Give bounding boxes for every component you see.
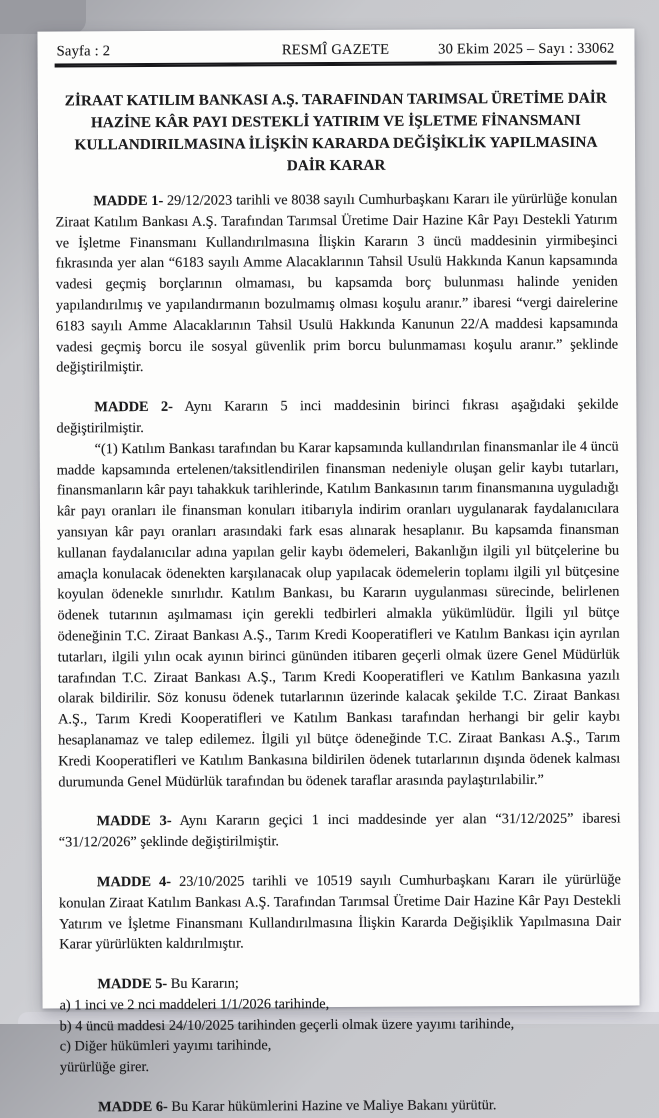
- article-6-label: MADDE 6-: [98, 1098, 168, 1116]
- gazette-page: [37, 28, 639, 1116]
- article-5-text: Bu Kararın;: [170, 975, 239, 992]
- article-6-text: Bu Karar hükümlerini Hazine ve Maliye Bakanı yürütür.: [171, 1097, 497, 1115]
- masthead-rule: [55, 61, 617, 68]
- decree-body: [55, 189, 622, 1118]
- article-2-label: MADDE 2-: [94, 399, 173, 416]
- article-3: [59, 809, 621, 854]
- article-2-quote: “(1) Katılım Bankası tarafından bu Karar kapsamında kullandırılan finansmanlar ile 4 üncü madde kapsamında ertelenen/taksitlendirilen finansman nedeniyle oluşan gelir kaybı tutarları, finansmanların kâr payı tahakkuk tarihlerinde, Katılım Bankasının tarım finansmanına uyguladığı kâr payı oranları ile finansman konuları itibarıyla indirim oranları uygulanarak faydalanıcılara yansıyan kâr payı oranları arasındaki fark esas alınarak hesaplanır. Bu kapsamda finansman kullanan faydalanıcılar adına yapılan gelir kaybı ödemeleri, Bakanlığın ilgili yıl bütçelerine bu amaçla konulacak ödenekten karşılanacak olup yapılacak ödemelerin toplamı ilgili yıl bütçesine koyulan ödenekle sınırlıdır. Katılım Bankası, bu Kararın uygulanması sürecinde, belirlenen ödenek tutarının aşılmaması için gerekli tedbirleri almakla yükümlüdür. İlgili yıl bütçe ödeneğinin T.C. Ziraat Bankası A.Ş., Tarım Kredi Kooperatifleri ve Katılım Bankası için ayrılan tutarları, ilgili yılın ocak ayının birinci gününden itibaren geçerli olmak üzere Genel Müdürlük tarafından T.C. Ziraat Bankası A.Ş., Tarım Kredi Kooperatifleri ve Katılım Bankasına yazılı olarak bildirilir. Söz konusu ödenek tutarlarının üzerinde kalacak şekilde T.C. Ziraat Bankası A.Ş., Tarım Kredi Kooperatifleri ve Katılım Bankası tarafından herhangi bir gelir kaybı hesaplanamaz ve talep edilemez. İlgili yıl bütçe ödeneğinde T.C. Ziraat Bankası A.Ş., Tarım Kredi Kooperatifleri ve Katılım Bankasına bildirilen ödenek tutarlarının dışında ödenek kalması durumunda Genel Müdürlük tarafından bu ödenek taraflar arasında paylaştırılabilir.”: [56, 438, 621, 790]
- masthead: [55, 41, 617, 61]
- article-1-paragraph: [55, 189, 618, 379]
- article-5-item-b: b) 4 üncü maddesi 24/10/2025 tarihinden geçerli olmak üzere yayımı tarihinde,: [59, 1015, 515, 1035]
- article-5-item-a: a) 1 inci ve 2 nci maddeleri 1/1/2026 tarihinde,: [59, 995, 330, 1014]
- article-4-label: MADDE 4-: [96, 873, 172, 891]
- article-5: [59, 972, 622, 1079]
- article-5-closing: yürürlüğe girer.: [59, 1059, 150, 1076]
- article-5-lead: [59, 972, 621, 996]
- article-6: [60, 1095, 622, 1118]
- article-4-paragraph: [59, 869, 621, 955]
- article-4: [59, 869, 621, 955]
- gazette-name: RESMÎ GAZETE: [281, 41, 390, 59]
- decree-title: ZİRAAT KATILIM BANKASI A.Ş. TARAFINDAN TARIMSAL ÜRETİME DAİR HAZİNE KÂR PAYI DESTEKLİ YATIRIM VE İŞLETME FİNANSMANI KULLANDIRILMASINA İLİŞKİN KARARDA DEĞİŞİKLİK YAPILMASINA DAİR KARAR: [64, 90, 607, 175]
- article-1: [55, 189, 618, 379]
- scan-corner-shade: [0, 0, 86, 34]
- issue-date-number: 30 Ekim 2025 – Sayı : 33062: [438, 40, 615, 58]
- article-5-item-c: c) Diğer hükümleri yayımı tarihinde,: [59, 1037, 272, 1055]
- article-1-label: MADDE 1-: [93, 192, 164, 210]
- article-4-text: 23/10/2025 tarihli ve 10519 sayılı Cumhurbaşkanı Kararı ile yürürlüğe konulan Ziraat Katılım Bankası A.Ş. Tarafından Tarımsal Üretime Dair Hazine Kâr Payı Destekli Yatırım ve İşletme Finansmanı Kullandırılmasına İlişkin Kararda Değişiklik Yapılmasına Dair Karar yürürlükten kaldırılmıştır.: [58, 871, 622, 953]
- page-number: Sayfa : 2: [56, 43, 111, 60]
- article-3-label: MADDE 3-: [96, 813, 172, 830]
- article-2-text: Aynı Kararın 5 inci maddesinin birinci fıkrası aşağıdaki şekilde değiştirilmiştir.: [56, 396, 619, 437]
- article-2-paragraph: [56, 395, 618, 440]
- article-1-text: 29/12/2023 tarihli ve 8038 sayılı Cumhurbaşkanı Kararı ile yürürlüğe konulan Ziraat Katılım Bankası A.Ş. Tarafından Tarımsal Üretime Dair Hazine Kâr Payı Destekli Yatırım ve İşletme Finansmanı Kullandırılmasına İlişkin Kararın 3 üncü maddesinin yirmibeşinci fıkrasında yer alan “6183 sayılı Amme Alacaklarının Tahsil Usulü Hakkında Kanun kapsamında vadesi geçmiş borçlarının olmaması, bu kapsamda borç bulunması halinde yeniden yapılandırılmış ve yapılandırmanın bozulmamış olması koşulu aranır.” ibaresi “vergi dairelerine 6183 sayılı Amme Alacaklarının Tahsil Usulü Hakkında Kanunun 22/A maddesi kapsamında vadesi geçmiş borcu ile sosyal güvenlik prim borcu bulunmaması koşulu aranır.” şeklinde değiştirilmiştir.: [55, 190, 619, 376]
- article-3-text: Aynı Kararın geçici 1 inci maddesinde yer alan “31/12/2025” ibaresi “31/12/2026” şeklinde değiştirilmiştir.: [58, 810, 621, 851]
- article-6-paragraph: [60, 1095, 622, 1118]
- article-5-label: MADDE 5-: [97, 975, 168, 993]
- article-3-paragraph: [59, 809, 621, 854]
- article-2: [56, 395, 620, 793]
